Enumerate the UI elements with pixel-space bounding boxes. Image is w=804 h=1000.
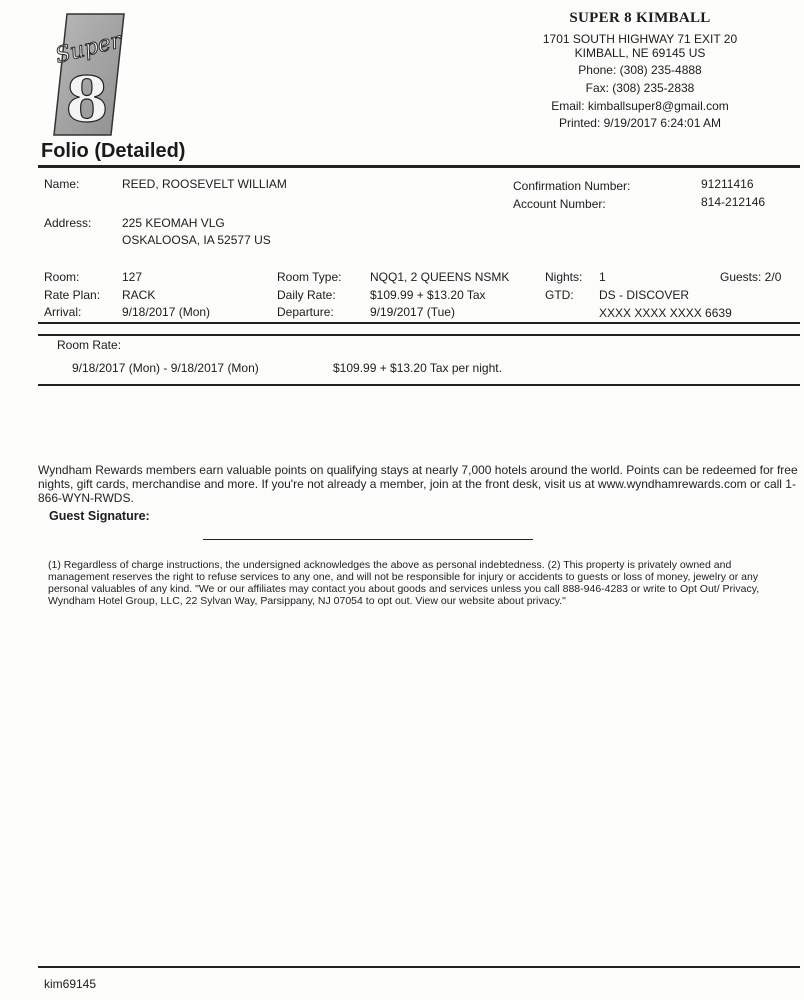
address-label: Address: xyxy=(44,216,92,230)
hotel-email: Email: kimballsuper8@gmail.com xyxy=(551,99,729,113)
hotel-phone: Phone: (308) 235-4888 xyxy=(578,63,702,77)
departure-label: Departure: xyxy=(277,305,334,319)
title-divider xyxy=(38,165,800,168)
account-label: Account Number: xyxy=(513,197,606,211)
arrival-label: Arrival: xyxy=(44,305,82,319)
disclaimer-paragraph: (1) Regardless of charge instructions, the undersigned acknowledges the above as personal indebtedness. (2) This property is privately owned and management reserves the right to refuse services to any one, and will not be responsible for injury or accidents to guests or loss of money, jewelry or any personal valuables of any kind. "We or our affiliates may contact you about goods and services unless you call 888-946-4283 or write to Opt Out/ Privacy, Wyndham Hotel Group, LLC, 22 Sylvan Way, Parsippany, NJ 07054 to opt out. View our website about privacy." xyxy=(48,559,760,607)
room-rate-label: Room Rate: xyxy=(57,338,122,352)
name-label: Name: xyxy=(44,177,80,191)
guest-name: REED, ROOSEVELT WILLIAM xyxy=(122,177,287,191)
footer-divider xyxy=(38,966,800,968)
rewards-paragraph: Wyndham Rewards members earn valuable points on qualifying stays at nearly 7,000 hotels around the world. Points can be redeemed for free nights, gift cards, merchandise and more. If you're not already a member, join at the front desk, visit us at www.wyndhamrewards.com or call 1-866-WYN-RWDS. xyxy=(38,463,798,505)
confirmation-number: 91211416 xyxy=(701,177,754,191)
hotel-name: SUPER 8 KIMBALL xyxy=(569,10,711,26)
hotel-address-line1: 1701 SOUTH HIGHWAY 71 EXIT 20 xyxy=(542,32,738,46)
rate-plan: RACK xyxy=(122,288,156,302)
room-rate-amount: $109.99 + $13.20 Tax per night. xyxy=(333,361,502,375)
room-rate-bottom-divider xyxy=(38,384,800,386)
address-line2: OSKALOOSA, IA 52577 US xyxy=(122,233,271,247)
account-number: 814-212146 xyxy=(701,195,766,209)
nights-value: 1 xyxy=(599,270,606,284)
departure-date: 9/19/2017 (Tue) xyxy=(370,305,455,319)
room-number: 127 xyxy=(122,270,143,284)
gtd-label: GTD: xyxy=(545,288,574,302)
room-rate-period: 9/18/2017 (Mon) - 9/18/2017 (Mon) xyxy=(72,361,259,375)
card-number: XXXX XXXX XXXX 6639 xyxy=(599,306,732,320)
arrival-date: 9/18/2017 (Mon) xyxy=(122,305,211,319)
daily-rate: $109.99 + $13.20 Tax xyxy=(370,288,486,302)
hotel-fax: Fax: (308) 235-2838 xyxy=(585,81,695,95)
signature-line xyxy=(203,539,533,540)
room-type-label: Room Type: xyxy=(277,270,342,284)
confirmation-label: Confirmation Number: xyxy=(513,179,631,193)
room-type: NQQ1, 2 QUEENS NSMK xyxy=(370,270,510,284)
room-rate-top-divider xyxy=(38,334,800,336)
room-label: Room: xyxy=(44,270,80,284)
gtd-value: DS - DISCOVER xyxy=(599,288,690,302)
details-divider xyxy=(38,322,800,324)
logo-number: 8 xyxy=(65,63,109,136)
daily-rate-label: Daily Rate: xyxy=(277,288,336,302)
guests-count: Guests: 2/0 xyxy=(720,270,782,284)
nights-label: Nights: xyxy=(545,270,583,284)
footer-id: kim69145 xyxy=(44,977,97,991)
printed-timestamp: Printed: 9/19/2017 6:24:01 AM xyxy=(558,116,722,130)
page-title: Folio (Detailed) xyxy=(41,140,186,162)
super8-logo xyxy=(53,13,125,136)
address-line1: 225 KEOMAH VLG xyxy=(122,216,225,230)
hotel-address-line2: KIMBALL, NE 69145 US xyxy=(574,46,706,60)
logo-word: Super xyxy=(53,28,124,69)
guest-signature-label: Guest Signature: xyxy=(49,509,150,523)
rate-plan-label: Rate Plan: xyxy=(44,288,101,302)
